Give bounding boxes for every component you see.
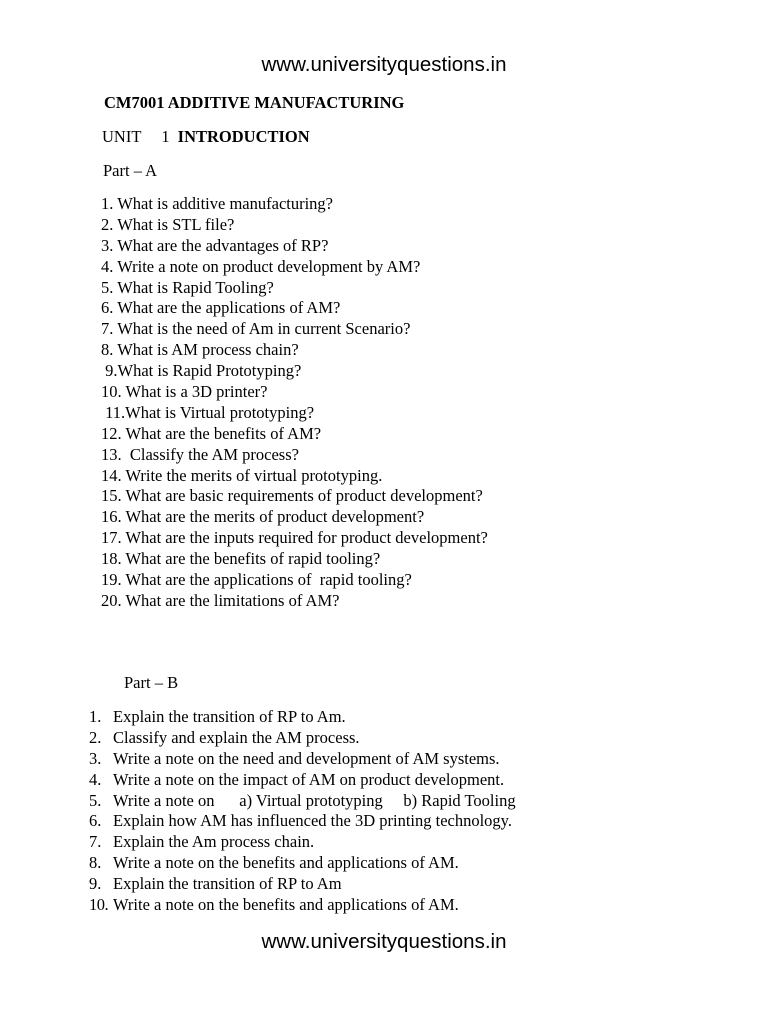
part-b-title: Part – B [124,673,179,692]
unit-label: UNIT [102,127,142,146]
question-text: Write a note on the impact of AM on product development. [113,769,505,789]
question-text: Write a note on the benefits and applications of AM. [113,853,459,873]
part-a-question: 11.What is Virtual prototyping? [101,402,315,422]
part-a-question: 16. What are the merits of product development? [101,507,425,527]
part-b-question [89,832,516,853]
unit-heading [102,126,310,148]
question-number: 4. [89,769,102,789]
part-a-question: 7. What is the need of Am in current Scenario? [101,319,411,339]
question-text: Explain how AM has influenced the 3D printing technology. [113,811,512,831]
question-text: Explain the transition of RP to Am. [113,707,346,726]
part-a-question: 4. Write a note on product development by AM? [101,256,421,276]
part-a-question: 19. What are the applications of rapid tooling? [101,570,412,590]
question-number: 9. [89,874,102,894]
part-b-question [89,728,516,749]
question-text: Classify and explain the AM process. [113,727,360,747]
part-b-question-list [89,707,516,916]
question-number: 8. [89,853,102,873]
part-a-title: Part – A [103,161,158,180]
part-a-question: 18. What are the benefits of rapid tooling? [101,549,381,569]
question-number: 5. [89,790,102,810]
part-a-question: 13. Classify the AM process? [101,444,299,464]
part-a-question: 10. What is a 3D printer? [101,382,268,402]
part-b-question [89,895,516,916]
question-text: Explain the transition of RP to Am [113,874,342,894]
question-text: Write a note on a) Virtual prototyping b) Rapid Tooling [113,790,516,810]
part-b-question [89,811,516,832]
part-a-question: 2. What is STL file? [101,214,235,234]
question-number: 6. [89,811,102,831]
question-number: 10. [89,895,109,915]
question-text: Write a note on the need and development of AM systems. [113,748,500,768]
part-a-question: 20. What are the limitations of AM? [101,590,340,610]
header-url: www.universityquestions.in [261,53,507,76]
unit-number: 1 [161,127,170,146]
part-a-question: 15. What are basic requirements of product development? [101,486,483,506]
part-b-question [89,749,516,770]
part-a-question: 9.What is Rapid Prototyping? [101,361,302,381]
question-number: 1. [89,707,102,726]
unit-name: INTRODUCTION [177,127,310,146]
part-a-question: 5. What is Rapid Tooling? [101,277,274,297]
part-a-question: 12. What are the benefits of AM? [101,423,322,443]
part-a-question: 1. What is additive manufacturing? [101,194,333,213]
course-title: CM7001 ADDITIVE MANUFACTURING [104,93,405,112]
question-number: 3. [89,748,102,768]
footer-url: www.universityquestions.in [261,930,507,953]
part-b-question [89,853,516,874]
part-b-question [89,707,516,728]
part-a-question: 3. What are the advantages of RP? [101,235,329,255]
part-a-question: 6. What are the applications of AM? [101,298,341,318]
part-a-question: 17. What are the inputs required for product development? [101,528,488,548]
question-text: Write a note on the benefits and applications of AM. [113,895,459,915]
part-a-question: 14. Write the merits of virtual prototyping. [101,465,383,485]
part-b-question [89,770,516,791]
part-a-question: 8. What is AM process chain? [101,340,299,360]
question-number: 2. [89,727,102,747]
question-number: 7. [89,832,102,852]
part-b-question [89,874,516,895]
question-text: Explain the Am process chain. [113,832,315,852]
part-b-question [89,791,516,812]
part-a-question-list [101,194,488,612]
